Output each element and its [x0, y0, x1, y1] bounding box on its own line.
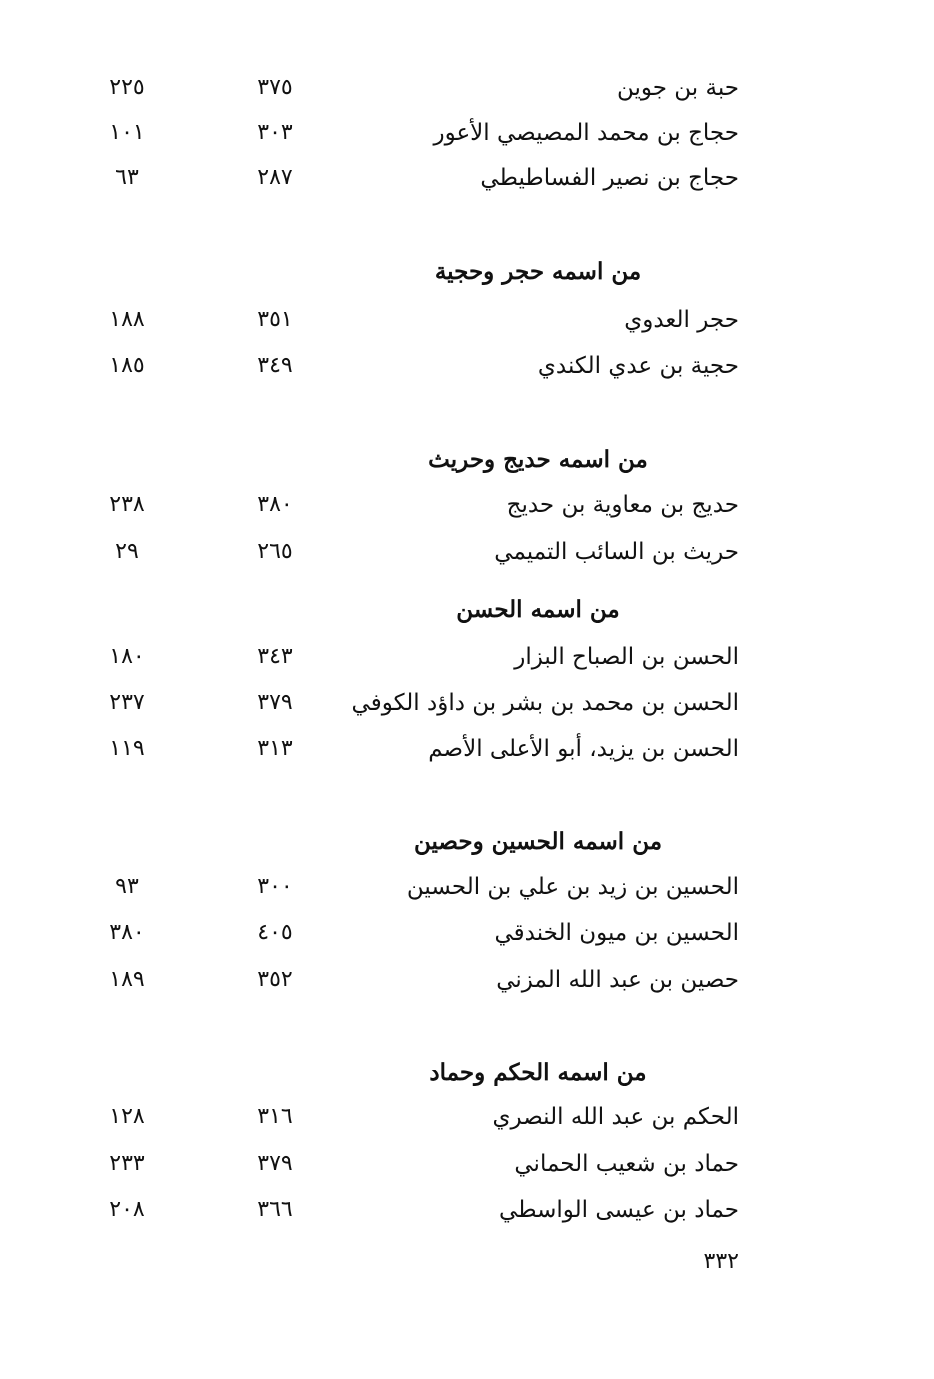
entry-number-secondary: ٢٣٨ — [109, 492, 145, 517]
section-heading-text: من اسمه الحسن — [456, 596, 620, 623]
entry-number-secondary: ١٨٠ — [109, 644, 145, 669]
index-entry — [0, 637, 934, 677]
section-heading — [0, 1053, 934, 1093]
entry-name: الحسن بن الصباح البزار — [514, 644, 739, 670]
index-entry — [0, 683, 934, 723]
entry-name: حجاج بن محمد المصيصي الأعور — [433, 120, 739, 146]
entry-name: الحكم بن عبد الله النصري — [492, 1104, 739, 1130]
entry-number-secondary: ١٨٨ — [109, 307, 145, 332]
entry-number-secondary: ١٢٨ — [109, 1104, 145, 1129]
index-entry — [0, 913, 934, 953]
index-entry — [0, 532, 934, 572]
entry-name: حجر العدوي — [624, 307, 739, 333]
entry-name: الحسين بن ميون الخندقي — [494, 920, 739, 946]
section-heading — [0, 590, 934, 630]
entry-number-primary: ٤٠٥ — [257, 920, 293, 945]
page-number: ٣٣٢ — [703, 1249, 739, 1274]
index-entry — [0, 300, 934, 340]
entry-name: حبة بن جوين — [616, 75, 739, 101]
index-entry — [0, 346, 934, 386]
index-entry — [0, 1097, 934, 1137]
entry-number-secondary: ٩٣ — [115, 874, 139, 899]
entry-number-primary: ٣٠٣ — [257, 120, 293, 145]
entry-name: حصين بن عبد الله المزني — [496, 967, 739, 993]
entry-number-primary: ٣٨٠ — [257, 492, 293, 517]
entry-name: الحسين بن زيد بن علي بن الحسين — [406, 874, 739, 900]
entry-number-secondary: ١٨٥ — [109, 353, 145, 378]
entry-number-primary: ٢٦٥ — [257, 539, 293, 564]
entry-number-secondary: ١٠١ — [109, 120, 145, 145]
entry-name: حماد بن عيسى الواسطي — [499, 1197, 739, 1223]
entry-number-primary: ٣١٣ — [257, 736, 293, 761]
entry-number-primary: ٣٧٩ — [257, 1151, 293, 1176]
index-entry — [0, 960, 934, 1000]
entry-number-primary: ٣٧٩ — [257, 690, 293, 715]
entry-number-secondary: ٢٢٥ — [109, 75, 145, 100]
index-entry — [0, 1190, 934, 1230]
index-entry — [0, 485, 934, 525]
entry-number-primary: ٣٤٩ — [257, 353, 293, 378]
index-entry — [0, 158, 934, 198]
entry-number-secondary: ٣٨٠ — [109, 920, 145, 945]
index-entry — [0, 68, 934, 108]
section-heading — [0, 822, 934, 862]
entry-name: الحسن بن يزيد، أبو الأعلى الأصم — [428, 736, 739, 762]
entry-number-primary: ٣٥٢ — [257, 967, 293, 992]
entry-number-secondary: ١١٩ — [109, 736, 145, 761]
entry-number-secondary: ٢٠٨ — [109, 1197, 145, 1222]
index-entry — [0, 867, 934, 907]
entry-number-secondary: ٢٣٧ — [109, 690, 145, 715]
index-entry — [0, 113, 934, 153]
entry-number-primary: ٣٤٣ — [257, 644, 293, 669]
entry-name: حجاج بن نصير الفساطيطي — [480, 165, 739, 191]
entry-name: حديج بن معاوية بن حديج — [506, 492, 739, 518]
section-heading-text: من اسمه الحسين وحصين — [413, 828, 663, 855]
entry-number-primary: ٣٧٥ — [257, 75, 293, 100]
section-heading — [0, 440, 934, 480]
entry-number-secondary: ١٨٩ — [109, 967, 145, 992]
section-heading — [0, 252, 934, 292]
entry-number-secondary: ٢٩ — [115, 539, 139, 564]
entry-number-primary: ٣٥١ — [257, 307, 293, 332]
entry-name: حجية بن عدي الكندي — [537, 353, 739, 379]
entry-number-primary: ٢٨٧ — [257, 165, 293, 190]
section-heading-text: من اسمه حجر وحجية — [434, 258, 642, 285]
entry-number-secondary: ٦٣ — [115, 165, 139, 190]
entry-number-primary: ٣٠٠ — [257, 874, 293, 899]
entry-name: حريث بن السائب التميمي — [494, 539, 739, 565]
index-entry — [0, 729, 934, 769]
index-entry — [0, 1144, 934, 1184]
entry-name: حماد بن شعيب الحماني — [514, 1151, 739, 1177]
section-heading-text: من اسمه الحكم وحماد — [429, 1059, 647, 1086]
entry-number-primary: ٣٦٦ — [257, 1197, 293, 1222]
entry-number-primary: ٣١٦ — [257, 1104, 293, 1129]
entry-name: الحسن بن محمد بن بشر بن داؤد الكوفي — [351, 690, 739, 716]
entry-number-secondary: ٢٣٣ — [109, 1151, 145, 1176]
section-heading-text: من اسمه حديج وحريث — [428, 446, 648, 473]
